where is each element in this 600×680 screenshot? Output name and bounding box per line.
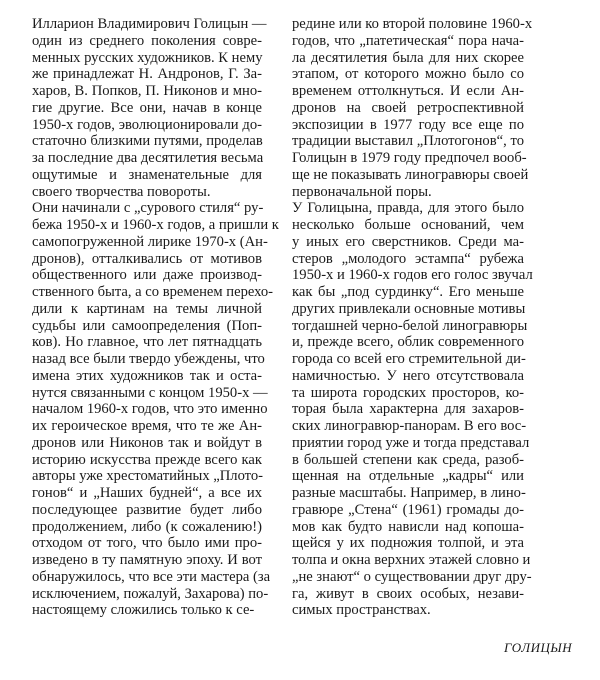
text-line: судьбы или самоопределения (Поп- [32,317,262,334]
text-line: Илларион Владимирович Голицын — [32,16,267,32]
text-line: же принадлежат Н. Андронов, Г. За- [32,66,262,83]
text-line: первоначальной поры. [292,183,432,200]
text-line: мов как будто нависли над копоша- [292,518,524,535]
text-line: в большей степени как среда, разоб- [292,451,524,468]
right-column [292,16,533,619]
text-line: экспозиции в 1977 году все еще по [292,116,524,133]
text-line: бежа 1950-х и 1960-х годов, а пришли к [32,217,279,233]
text-line: гие другие. Все они, начав в конце [32,99,262,116]
left-column [32,16,279,619]
text-line: ственного быта, а со временем перехо- [32,284,274,300]
text-line: других привлекали основные мотивы [292,300,526,317]
text-line: изведено в ту памятную эпоху. И вот [32,552,262,568]
text-line: дронов на своей ретроспективной [292,99,524,116]
text-line: редине или ко второй половине 1960-х [292,16,533,32]
text-line: 1950-х и 1960-х годов его голос звучал [292,267,533,284]
text-line: своего творчества повороты. [32,183,211,200]
text-line: статочно близкими путями, проделав [32,133,263,150]
text-line: га, живут в своих особых, незави- [292,585,524,602]
text-line: и, прежде всего, облик современного [292,334,524,351]
text-line: ла десятилетия была для них скорее [292,49,524,66]
running-footer: ГОЛИЦЫН [504,640,573,655]
text-line: назад все были твердо убеждены, что [32,351,265,367]
text-line: как бы „под сурдинку“. Его меньше [292,284,524,300]
text-line: щенная на отдельные „кадры“ или [292,468,524,485]
text-line: началом 1960-х годов, что это именно [32,401,268,418]
text-line: менных русских художников. К нему [32,49,263,66]
text-line: та широта городских просторов, ко- [292,384,524,401]
text-line: последующее развитие будет либо [32,501,262,518]
text-line: У Голицына, правда, для этого было [292,200,524,217]
text-line: один из среднего поколения совре- [32,32,262,49]
text-line: 1950-х годов, эволюционировали до- [32,116,262,133]
text-line: щейся у их подножия толпой, и эта [292,535,524,552]
text-line: настоящему сложились только к се- [32,602,255,619]
text-line: стеров „молодого эстампа“ рубежа [292,250,524,267]
text-line: общественного или даже производ- [32,267,262,284]
text-line: авторы уже хрестоматийных „Плото- [32,468,264,485]
text-line: отходом от того, что было ими про- [32,535,262,552]
text-line: разные масштабы. Например, в лино- [292,485,526,501]
text-line: намичностью. У него отсутствовала [292,367,524,384]
text-line: приятии город уже и тогда представал [292,434,530,451]
text-line: обнаружилось, что все эти мастера (за [32,568,271,585]
text-line: этапом, от которого можно было со [292,66,524,83]
text-line: торая была характерна для захаров- [292,401,524,418]
text-line: толпа и окна верхних этажей словно и [292,552,531,568]
text-line: годов, что „патетическая“ пора нача- [292,32,524,49]
text-line: Голицын в 1979 году предпочел вооб- [292,150,527,166]
text-line: несколько больше оснований, чем [292,217,524,233]
text-line: ощутимые и знаменательные для [32,166,262,183]
text-line: самопогруженной лирике 1970-х (Ан- [32,233,268,250]
text-line: нутся связанными с концом 1950-х — [32,384,268,401]
text-line: за последние два десятилетия весьма [32,150,264,166]
text-line: Они начинали с „сурового стиля“ ру- [32,200,264,217]
text-line: дили к картинам на темы личной [32,300,262,317]
text-line: у иных его сверстников. Среди ма- [292,233,524,250]
text-line: тогдашней черно-белой линогравюры [292,317,528,334]
text-line: историю искусства прежде всего как [32,451,262,468]
text-line: традиции выставил „Плотогонов“, то [292,133,524,150]
text-line: имена этих художников так и оста- [32,367,262,384]
text-line: симых пространствах. [292,602,431,619]
text-line: ских линогравюр-панорам. В его вос- [292,418,527,434]
text-line: исключением, пожалуй, Захарова) по- [32,585,269,602]
text-line: дронов или Никонов так и войдут в [32,434,262,451]
text-line: временем оттолкнуться. И если Ан- [292,83,524,99]
text-line: гравюре „Стена“ (1961) громады до- [292,501,524,518]
text-line: ков). Но главное, что лет пятнадцать [32,334,262,351]
text-line: их героическое время, что те же Ан- [32,418,262,434]
text-line: города со всей его стремительной ди- [292,351,526,367]
text-line: дронов), отталкивались от мотивов [32,250,262,267]
text-line: „не знают“ о существовании друг дру- [292,568,532,585]
text-line: продолжением, либо (к сожалению!) [32,518,262,535]
text-line: харов, В. Попков, П. Никонов и мно- [32,83,262,99]
text-line: ще не показывать линогравюры своей [292,166,529,183]
text-line: гонов“ и „Наших будней“, а все их [32,485,262,501]
